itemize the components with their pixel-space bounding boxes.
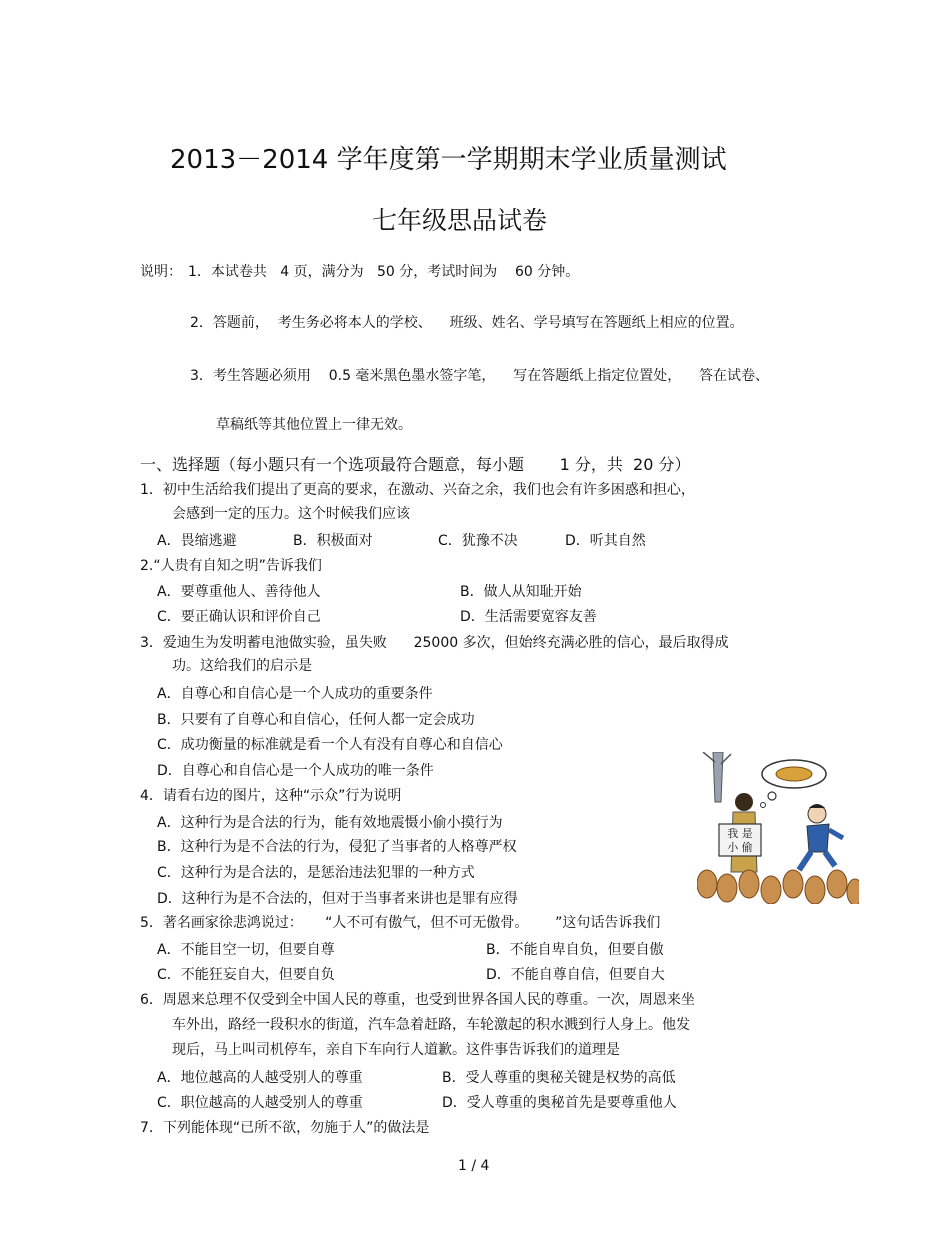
question-1-option-b: B．积极面对 bbox=[293, 533, 373, 549]
question-3-stem-cont: 功。这给我们的启示是 bbox=[172, 658, 312, 674]
svg-text:我 是: 我 是 bbox=[727, 827, 753, 840]
question-6-option-a: A．地位越高的人越受别人的尊重 bbox=[157, 1070, 363, 1086]
question-3-stem: 3．爱迪生为发明蓄电池做实验，虽失败 25000 多次，但始终充满必胜的信心，最后取得成 bbox=[140, 635, 729, 651]
question-2-option-d: D．生活需要宽容友善 bbox=[460, 609, 597, 625]
question-3-option-b: B．只要有了自尊心和自信心，任何人都一定会成功 bbox=[157, 712, 475, 728]
instruction-item-2: 2．答题前， 考生务必将本人的学校、 班级、姓名、学号填写在答题纸上相应的位置。 bbox=[190, 315, 744, 331]
question-4-option-a: A．这种行为是合法的行为，能有效地震慑小偷小摸行为 bbox=[157, 815, 503, 831]
question-4-option-c: C．这种行为是合法的，是惩治违法犯罪的一种方式 bbox=[157, 865, 475, 881]
question-3-option-a: A．自尊心和自信心是一个人成功的重要条件 bbox=[157, 686, 433, 702]
question-5-option-c: C．不能狂妄自大，但要自负 bbox=[157, 967, 335, 983]
question-1-stem: 1．初中生活给我们提出了更高的要求，在激动、兴奋之余，我们也会有许多困惑和担心， bbox=[140, 482, 695, 498]
question-5-stem: 5．著名画家徐悲鸿说过： “人不可有傲气，但不可无傲骨。 ”这句话告诉我们 bbox=[140, 915, 661, 931]
question-4-stem: 4．请看右边的图片，这种“示众”行为说明 bbox=[140, 788, 402, 804]
exam-title: 2013－2014 学年度第一学期期末学业质量测试 bbox=[170, 145, 727, 175]
question-3-option-c: C．成功衡量的标准就是看一个人有没有自尊心和自信心 bbox=[157, 737, 503, 753]
question-2-option-c: C．要正确认识和评价自己 bbox=[157, 609, 321, 625]
question-1-option-a: A．畏缩逃避 bbox=[157, 533, 237, 549]
question-5-option-a: A．不能目空一切，但要自尊 bbox=[157, 942, 335, 958]
question-7-stem: 7．下列能体现“已所不欲，勿施于人”的做法是 bbox=[140, 1120, 430, 1136]
instruction-item-3: 3．考生答题必须用 0.5 毫米黑色墨水签字笔， 写在答题纸上指定位置处， 答在试卷、 bbox=[190, 368, 770, 384]
public-shaming-illustration bbox=[697, 752, 859, 904]
question-1-option-d: D．听其自然 bbox=[565, 533, 646, 549]
question-6-stem: 6．周恩来总理不仅受到全中国人民的尊重，也受到世界各国人民的尊重。一次，周恩来坐 bbox=[140, 992, 695, 1008]
question-5-option-d: D．不能自尊自信，但要自大 bbox=[486, 967, 665, 983]
question-6-option-c: C．职位越高的人越受别人的尊重 bbox=[157, 1095, 363, 1111]
question-6-stem-cont-1: 车外出，路经一段积水的街道，汽车急着赶路，车轮激起的积水溅到行人身上。他发 bbox=[172, 1017, 690, 1033]
exam-subtitle: 七年级思品试卷 bbox=[372, 206, 548, 235]
question-2-option-a: A．要尊重他人、善待他人 bbox=[157, 584, 321, 600]
instructions-lead: 说明： bbox=[140, 264, 182, 280]
question-6-option-b: B．受人尊重的奥秘关键是权势的高低 bbox=[442, 1070, 676, 1086]
section-heading: 一、选择题（每小题只有一个选项最符合题意，每小题 1 分，共 20 分） bbox=[140, 455, 691, 474]
question-6-stem-cont-2: 现后，马上叫司机停车，亲自下车向行人道歉。这件事告诉我们的道理是 bbox=[172, 1042, 620, 1058]
question-4-option-b: B．这种行为是不合法的行为，侵犯了当事者的人格尊严权 bbox=[157, 839, 517, 855]
question-2-option-b: B．做人从知耻开始 bbox=[460, 584, 582, 600]
question-1-stem-cont: 会感到一定的压力。这个时候我们应该 bbox=[172, 506, 410, 522]
instruction-item-3-cont: 草稿纸等其他位置上一律无效。 bbox=[216, 417, 412, 433]
page-number: 1 / 4 bbox=[458, 1158, 490, 1174]
question-1-option-c: C．犹豫不决 bbox=[438, 533, 518, 549]
question-3-option-d: D．自尊心和自信心是一个人成功的唯一条件 bbox=[157, 763, 434, 779]
question-6-option-d: D．受人尊重的奥秘首先是要尊重他人 bbox=[442, 1095, 677, 1111]
question-4-option-d: D．这种行为是不合法的，但对于当事者来讲也是罪有应得 bbox=[157, 891, 518, 907]
instruction-item-1: 1．本试卷共 4 页，满分为 50 分，考试时间为 60 分钟。 bbox=[188, 264, 580, 280]
question-5-option-b: B．不能自卑自负，但要自傲 bbox=[486, 942, 664, 958]
question-2-stem: 2.“人贵有自知之明”告诉我们 bbox=[140, 558, 322, 574]
svg-text:小 偷: 小 偷 bbox=[727, 841, 753, 854]
